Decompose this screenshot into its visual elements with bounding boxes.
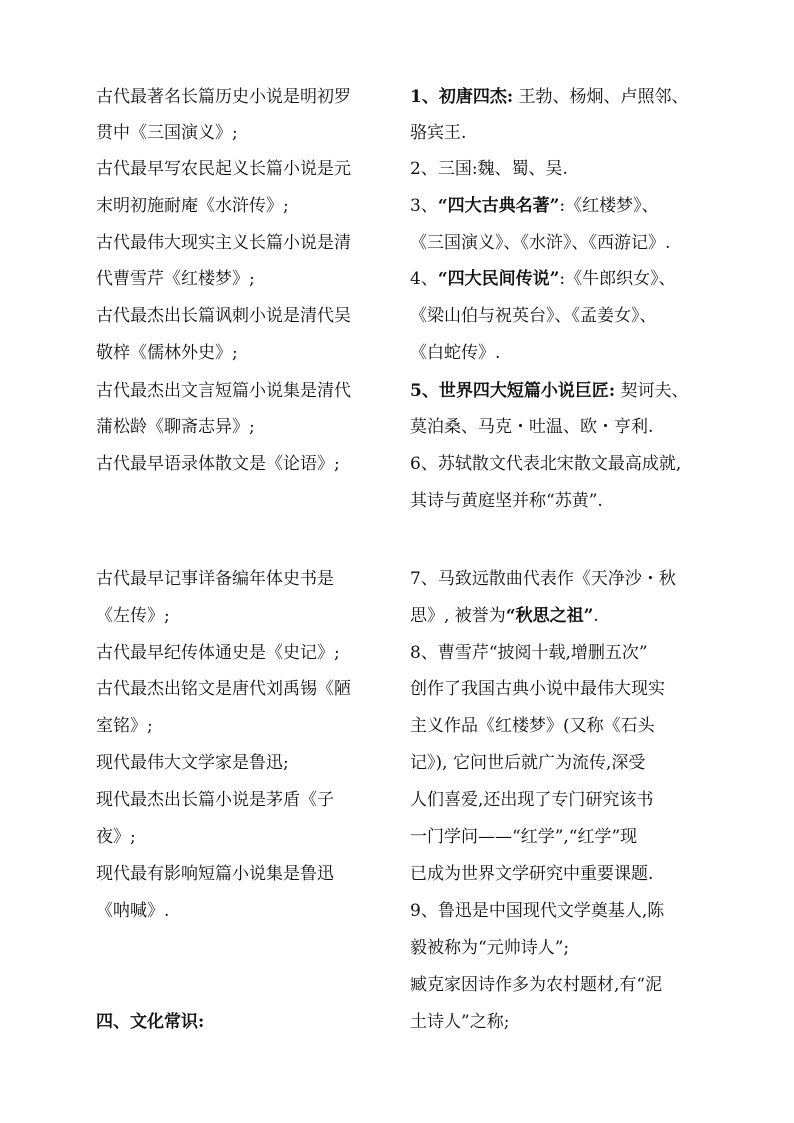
left-line-11: 古代最早语录体散文是《论语》; bbox=[96, 454, 340, 474]
left-line-20: 现代最有影响短篇小说集是鲁迅 bbox=[96, 864, 334, 884]
item-8-line-4: 记》), 它问世后就广为流传,深受 bbox=[410, 753, 646, 773]
left-line-15: 古代最杰出铭文是唐代刘禹锡《陋 bbox=[96, 679, 351, 699]
item-10: 臧克家因诗作多为农村题材,有“泥 bbox=[410, 975, 663, 995]
left-line-21: 《呐喊》. bbox=[96, 901, 170, 921]
item-3-rest: :《红楼梦》、 bbox=[559, 196, 659, 216]
item-6: 6、苏轼散文代表北宋散文最高成就, bbox=[410, 454, 682, 474]
item-1-rest: 王勃、杨炯、卢照邻、 bbox=[513, 87, 689, 107]
item-1-label: 1、初唐四杰: bbox=[410, 87, 514, 107]
item-4-line-3: 《白蛇传》. bbox=[410, 343, 501, 363]
left-line-17: 现代最伟大文学家是鲁迅; bbox=[96, 753, 289, 773]
left-line-8: 敬梓《儒林外史》; bbox=[96, 343, 238, 363]
item-4-rest: :《牛郎织女》、 bbox=[559, 269, 676, 289]
left-line-1: 古代最著名长篇历史小说是明初罗 bbox=[96, 87, 351, 107]
item-8-line-7: 已成为世界文学研究中重要课题. bbox=[410, 864, 654, 884]
item-5-label: 5、世界四大短篇小说巨匠: bbox=[410, 381, 616, 401]
left-line-9: 古代最杰出文言短篇小说集是清代 bbox=[96, 381, 351, 401]
item-6-line-2: 其诗与黄庭坚并称“苏黄”. bbox=[410, 491, 603, 511]
item-1-line-2: 骆宾王. bbox=[410, 123, 467, 143]
item-7-end: . bbox=[593, 606, 599, 626]
left-line-10: 蒲松龄《聊斋志异》; bbox=[96, 417, 255, 437]
left-line-14: 古代最早纪传体通史是《史记》; bbox=[96, 643, 340, 663]
item-4-bold: “四大民间传说” bbox=[437, 269, 560, 289]
item-7: 7、马致远散曲代表作《天净沙・秋 bbox=[410, 569, 676, 589]
item-5-line-2: 莫泊桑、马克・吐温、欧・亨利. bbox=[410, 417, 654, 437]
item-10-line-2: 土诗人”之称; bbox=[410, 1012, 510, 1032]
item-3-bold: “四大古典名著” bbox=[437, 196, 560, 216]
item-5 bbox=[410, 379, 689, 403]
item-3-line-2: 《三国演义》、《水浒》、《西游记》. bbox=[410, 233, 671, 253]
item-3-num: 3、 bbox=[410, 196, 438, 216]
item-7-bold: “秋思之祖” bbox=[505, 606, 594, 626]
left-line-4: 末明初施耐庵《水浒传》; bbox=[96, 196, 289, 216]
item-7-pre: 思》, 被誉为 bbox=[410, 606, 506, 626]
left-line-3: 古代最早写农民起义长篇小说是元 bbox=[96, 159, 351, 179]
left-line-16: 室铭》; bbox=[96, 716, 153, 736]
item-8-line-6: 一门学问——“红学”,“红学”现 bbox=[410, 827, 638, 847]
item-5-rest: 契诃夫、 bbox=[615, 381, 689, 401]
item-8-line-2: 创作了我国古典小说中最伟大现实 bbox=[410, 679, 665, 699]
item-7-line-2 bbox=[410, 604, 599, 628]
left-line-19: 夜》; bbox=[96, 827, 136, 847]
item-8: 8、曹雪芹“披阅十载,增删五次” bbox=[410, 643, 648, 663]
item-1 bbox=[410, 85, 689, 109]
left-line-12: 古代最早记事详备编年体史书是 bbox=[96, 569, 334, 589]
left-line-18: 现代最杰出长篇小说是茅盾《子 bbox=[96, 790, 334, 810]
left-line-6: 代曹雪芹《红楼梦》; bbox=[96, 269, 255, 289]
left-line-7: 古代最杰出长篇讽刺小说是清代吴 bbox=[96, 306, 351, 326]
item-4-num: 4、 bbox=[410, 269, 438, 289]
left-line-5: 古代最伟大现实主义长篇小说是清 bbox=[96, 233, 351, 253]
item-2: 2、三国:魏、蜀、吴. bbox=[410, 159, 568, 179]
item-9: 9、鲁迅是中国现代文学奠基人,陈 bbox=[410, 901, 665, 921]
item-4 bbox=[410, 267, 676, 291]
item-8-line-3: 主义作品《红楼梦》(又称《石头 bbox=[410, 716, 655, 736]
item-4-line-2: 《梁山伯与祝英台》、《孟姜女》、 bbox=[410, 306, 657, 326]
left-line-2: 贯中《三国演义》; bbox=[96, 123, 238, 143]
left-line-13: 《左传》; bbox=[96, 606, 170, 626]
section-heading: 四、文化常识: bbox=[96, 1012, 205, 1032]
item-9-line-2: 毅被称为“元帅诗人”; bbox=[410, 938, 570, 958]
item-8-line-5: 人们喜爱,还出现了专门研究该书 bbox=[410, 790, 654, 810]
item-3 bbox=[410, 194, 659, 218]
